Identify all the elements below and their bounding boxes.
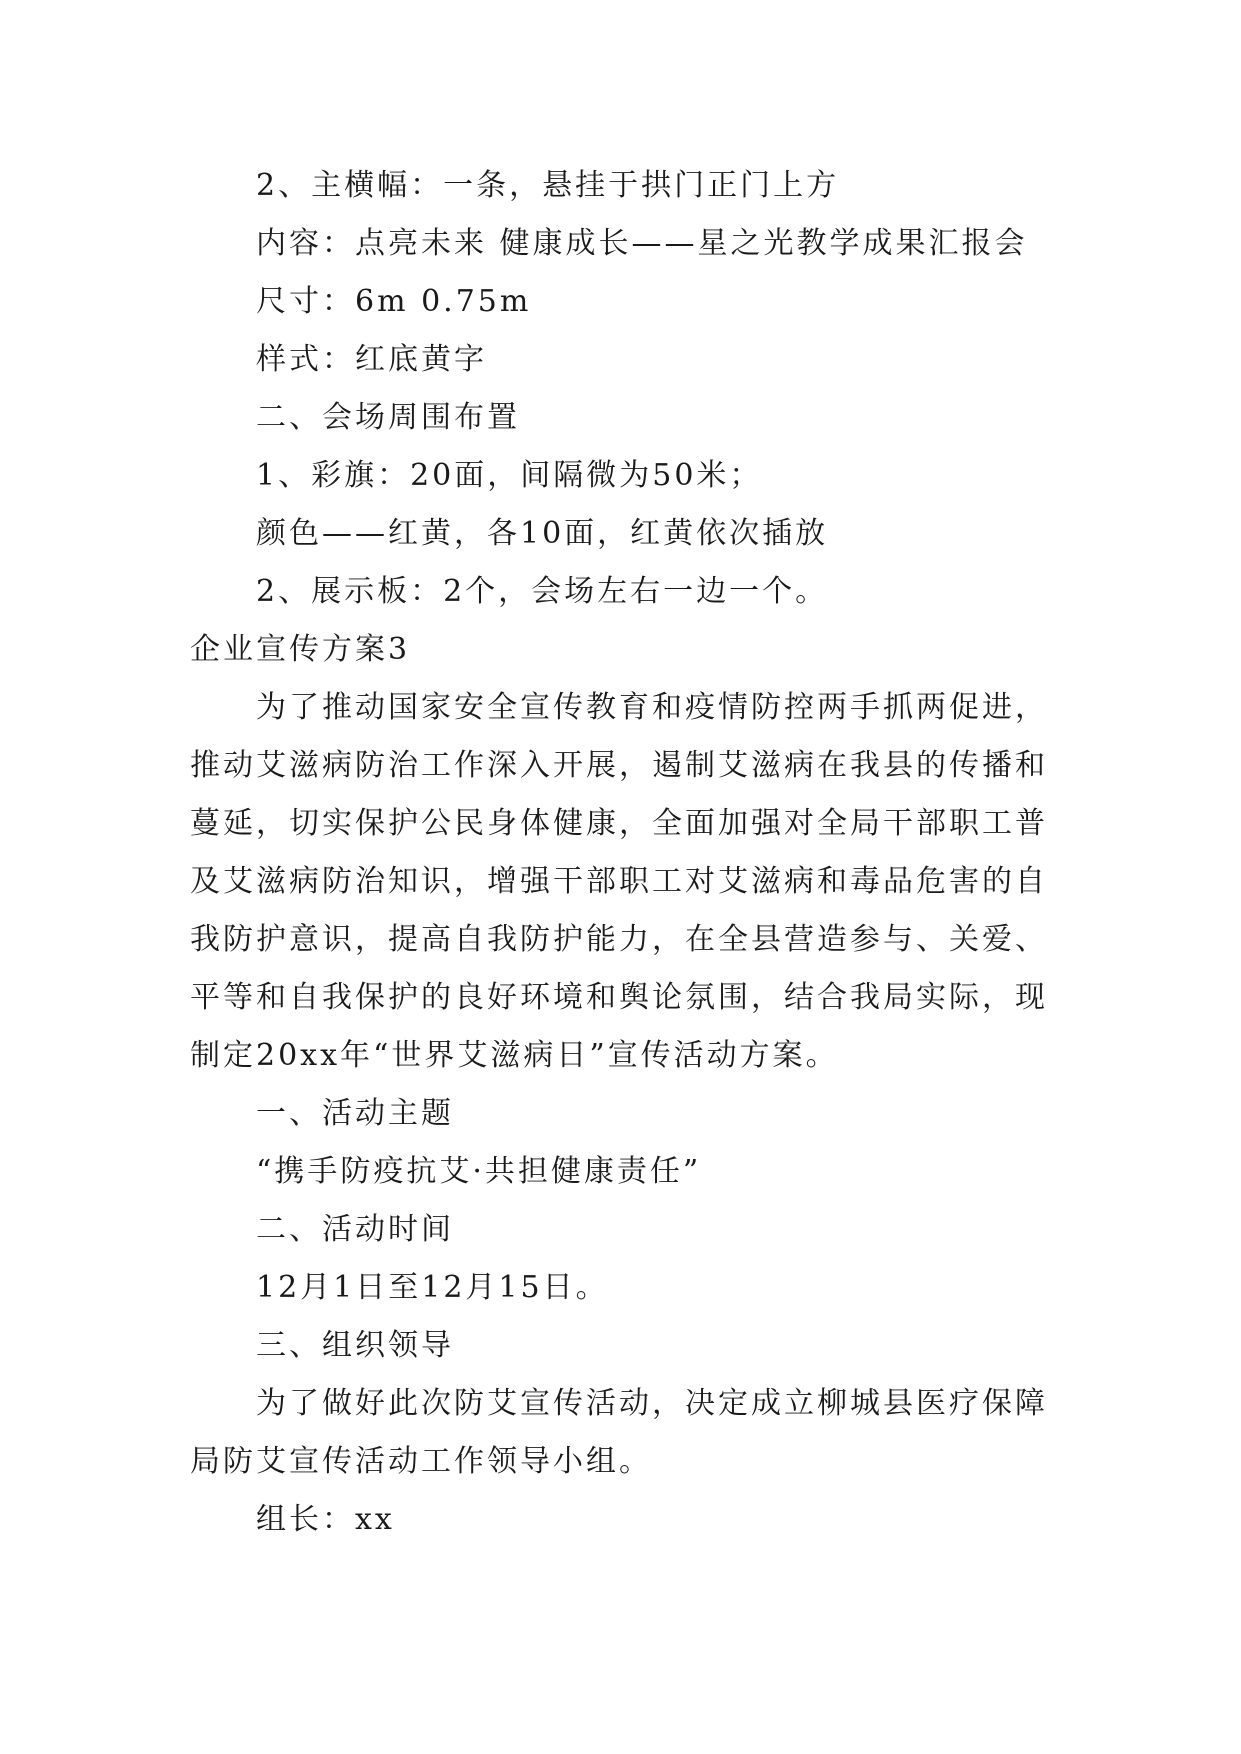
flags-line: 1、彩旗：20面，间隔微为50米； [256, 458, 763, 493]
paragraph-line: 制定20xx年“世界艾滋病日”宣传活动方案。 [190, 1038, 839, 1073]
section-heading: 二、会场周围布置 [256, 400, 520, 435]
paragraph-line: 我防护意识，提高自我防护能力，在全县营造参与、关爱、 [190, 922, 1048, 957]
date-line: 12月1日至12月15日。 [256, 1270, 609, 1305]
banner-content-line: 内容：点亮未来 健康成长——星之光教学成果汇报会 [256, 226, 1028, 261]
plan-title: 企业宣传方案3 [190, 632, 411, 667]
paragraph-line: 蔓延，切实保护公民身体健康，全面加强对全局干部职工普 [190, 806, 1048, 841]
paragraph-line: 及艾滋病防治知识，增强干部职工对艾滋病和毒品危害的自 [190, 864, 1048, 899]
section-heading: 三、组织领导 [256, 1328, 454, 1363]
section-heading: 一、活动主题 [256, 1096, 454, 1131]
flags-color-line: 颜色——红黄，各10面，红黄依次插放 [256, 516, 829, 551]
banner-size-line: 尺寸：6m 0.75m [256, 284, 532, 319]
paragraph-line: 为了推动国家安全宣传教育和疫情防控两手抓两促进， [256, 690, 1048, 725]
paragraph-line: 局防艾宣传活动工作领导小组。 [190, 1444, 652, 1479]
theme-line: “携手防疫抗艾·共担健康责任” [256, 1154, 702, 1189]
banner-style-line: 样式：红底黄字 [256, 342, 487, 377]
banner-item-line: 2、主横幅：一条，悬挂于拱门正门上方 [256, 168, 840, 203]
paragraph-line: 平等和自我保护的良好环境和舆论氛围，结合我局实际，现 [190, 980, 1048, 1015]
section-heading: 二、活动时间 [256, 1212, 454, 1247]
display-board-line: 2、展示板：2个，会场左右一边一个。 [256, 574, 829, 609]
paragraph-line: 为了做好此次防艾宣传活动，决定成立柳城县医疗保障 [256, 1386, 1048, 1421]
paragraph-line: 推动艾滋病防治工作深入开展，遏制艾滋病在我县的传播和 [190, 748, 1048, 783]
leader-line: 组长：xx [256, 1502, 395, 1537]
